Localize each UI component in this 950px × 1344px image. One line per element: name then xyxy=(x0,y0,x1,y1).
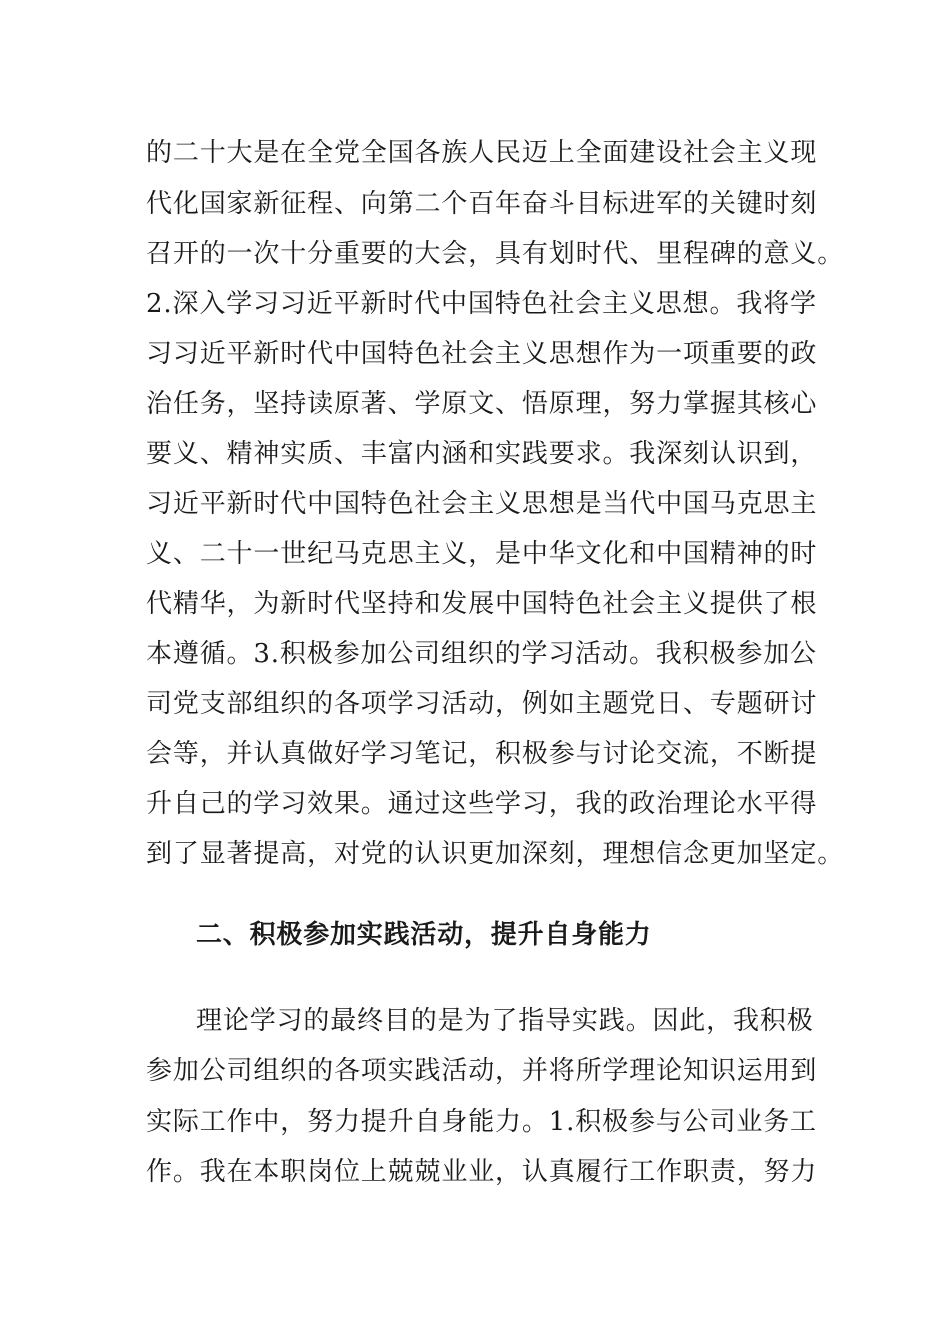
text-line: 到了显著提高，对党的认识更加深刻，理想信念更加坚定。 xyxy=(146,839,845,869)
section-heading: 二、积极参加实践活动，提升自身能力 xyxy=(196,920,652,950)
text-line: 代精华，为新时代坚持和发展中国特色社会主义提供了根 xyxy=(146,589,818,619)
text-line: 要义、精神实质、丰富内涵和实践要求。我深刻认识到， xyxy=(146,439,818,469)
text-line: 习习近平新时代中国特色社会主义思想作为一项重要的政 xyxy=(146,339,818,369)
text-line: 召开的一次十分重要的大会，具有划时代、里程碑的意义。 xyxy=(146,239,845,269)
text-line: 理论学习的最终目的是为了指导实践。因此，我积极 xyxy=(196,1006,814,1036)
text-line: 代化国家新征程、向第二个百年奋斗目标进军的关键时刻 xyxy=(146,189,818,219)
text-line: 2.深入学习习近平新时代中国特色社会主义思想。我将学 xyxy=(146,289,817,319)
text-line: 会等，并认真做好学习笔记，积极参与讨论交流，不断提 xyxy=(146,739,818,769)
text-line: 作。我在本职岗位上兢兢业业，认真履行工作职责，努力 xyxy=(146,1157,818,1187)
text-line: 参加公司组织的各项实践活动，并将所学理论知识运用到 xyxy=(146,1056,818,1086)
text-line: 治任务，坚持读原著、学原文、悟原理，努力掌握其核心 xyxy=(146,389,818,419)
text-line: 本遵循。3.积极参加公司组织的学习活动。我积极参加公 xyxy=(146,639,817,669)
text-line: 司党支部组织的各项学习活动，例如主题党日、专题研讨 xyxy=(146,689,818,719)
text-line: 实际工作中，努力提升自身能力。1.积极参与公司业务工 xyxy=(146,1107,817,1137)
text-line: 升自己的学习效果。通过这些学习，我的政治理论水平得 xyxy=(146,789,818,819)
text-line: 义、二十一世纪马克思主义，是中华文化和中国精神的时 xyxy=(146,539,818,569)
text-line: 习近平新时代中国特色社会主义思想是当代中国马克思主 xyxy=(146,489,818,519)
text-line: 的二十大是在全党全国各族人民迈上全面建设社会主义现 xyxy=(146,138,818,168)
